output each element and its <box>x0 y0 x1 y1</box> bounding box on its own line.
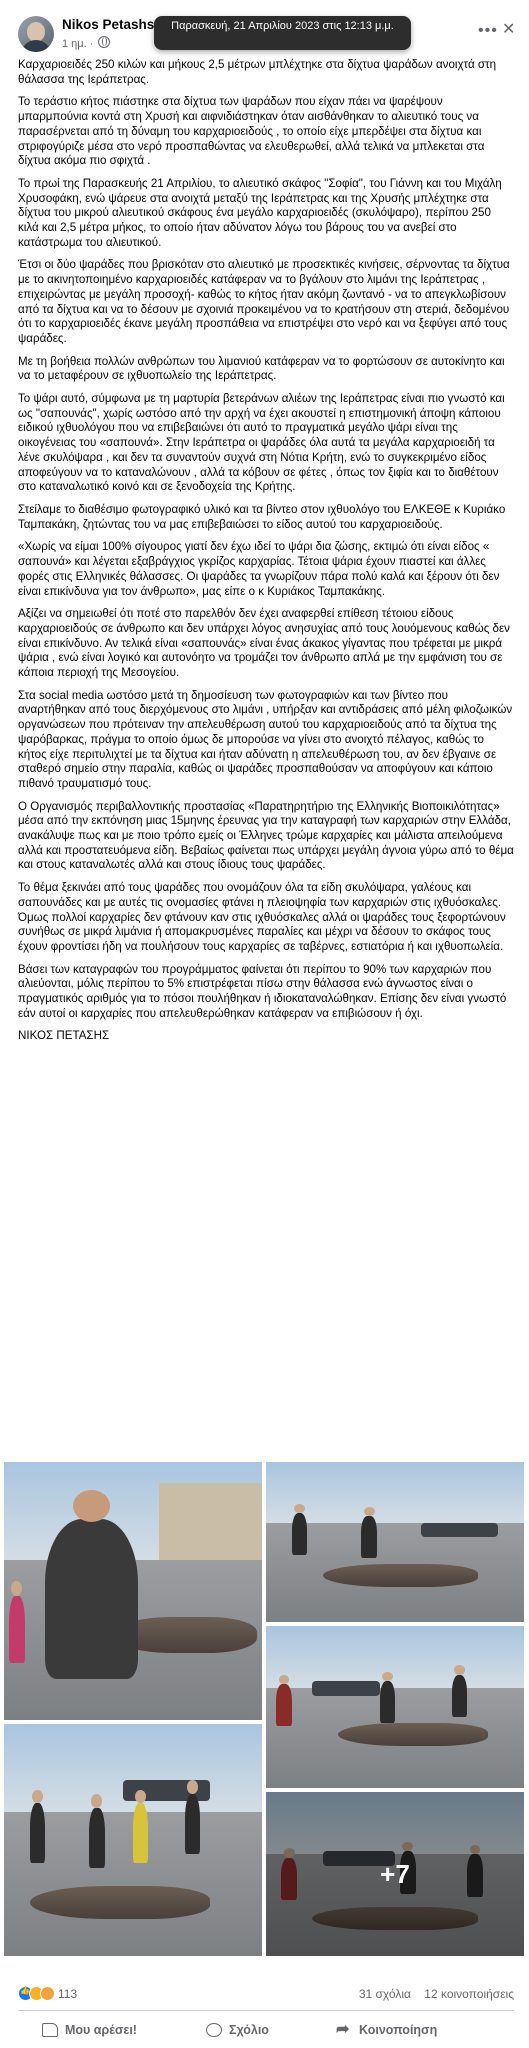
post-paragraph: Με τη βοήθεια πολλών ανθρώπων του λιμανιού κατάφεραν να το φορτώσουν σε αυτοκίνητο και να το μεταφέρουν σε ιχθυοπωλείο της Ιεράπετρας. <box>18 354 505 383</box>
post-paragraph: Το ψάρι αυτό, σύμφωνα με τη μαρτυρία βετεράνων αλιέων της Ιεράπετρας είναι πιο γνωστό και ως "σαπουνάς", χωρίς ωστόσο από την αρχή να έχει ακουστεί η επιστημονική άποψη κάποιου ειδικού ιχθυολόγου που να επιβεβαιώνει ότι αυτό το πραγματικά μεγάλο ψάρι είναι της οικογένειας του «σαπουνά». Στην Ιεράπετρα οι ψαράδες όλα αυτά τα μεγάλα καρχαριοειδή τα λένε σκυλόψαρα , και δεν τα συναντούν συχνά στη Νότια Κρήτη, ενώ το συγκεκριμένο είδος αποφεύγουν να το καταναλώνουν , αλλά τα κόβουν σε φέτες , όπως τον ξιφία και το διαθέτουν στο καταναλωτικό κοινό και σε ξενοδοχεία της Κρήτης. <box>18 392 505 494</box>
post-paragraph: Καρχαριοειδές 250 κιλών και μήκους 2,5 μέτρων μπλέχτηκε στα δίχτυα ψαράδων ανοιχτά στη θάλασσα της Ιεράπετρας. <box>18 58 497 86</box>
post-paragraph: «Χωρίς να είμαι 100% σίγουρος γιατί δεν έχω ιδεί το ψάρι δια ζώσης, εκτιμώ ότι είναι είδος « σαπουνά» και λέγεται εξαβράγχιος γκρίζος καρχαρίας. Τέτοια ψάρια έχουν πιαστεί και άλλες φορές στις Ελληνικές θάλασσες. Οι ψαράδες τα γνωρίζουν πάρα πολύ καλά και ξέρουν ότι δεν είναι επικίνδυνα για τον άνθρωπο», μας είπε ο κ Κυριάκος Ταμπακάκης. <box>18 540 500 598</box>
post-signature: ΝΙΚΟΣ ΠΕΤΑΣΗΣ <box>18 1029 110 1043</box>
more-photos-overlay[interactable]: +7 <box>266 1792 524 1956</box>
globe-icon <box>98 36 110 48</box>
thumbs-up-icon <box>42 2023 58 2037</box>
post-paragraph: Το τεράστιο κήτος πιάστηκε στα δίχτυα των ψαράδων που είχαν πάει να ψαρέψουν μπαρμπούνια κοντά στη Χρυσή και αιφνιδιάστηκαν όταν αισθάνθηκαν το αλιευτικό τους να παρασέρνεται από τη δύναμη του καρχαριοειδούς , το οποίο είχε μπερδέψει στα δίχτυα και στριφογύριζε μέσα στο νερό προσπαθώντας να ελευθερωθεί, αλλά τελικά να μπλεκεται στα δίχτυα ακόμα πιο σφιχτά . <box>18 95 485 168</box>
photo-gallery <box>4 1462 524 1956</box>
more-options-icon[interactable]: ••• <box>478 22 498 39</box>
post-paragraph: Το πρωί της Παρασκευής 21 Απριλίου, το αλιευτικό σκάφος "Σοφία", του Γιάννη και του Μιχάλη Χρυσοφάκη, ενώ ψάρευε στα ανοιχτά μεταξύ της Ιεράπετρας και της Χρυσής μπλέχτηκε στα δίχτυα του μικρού αλιευτικού σκάφους ένα μεγάλο καρχαριοειδές (σκυλόψαρο), περίπου 250 κιλά και 2,5 μέτρα μήκος, το οποίο ήταν αδύνατον λόγω του βάρους του να ανεβεί στο κατάστρωμα του αλιευτικού. <box>18 176 502 249</box>
action-bar <box>0 2014 529 2044</box>
post-paragraph: Στείλαμε το διαθέσιμο φωτογραφικό υλικό και τα βίντεο στον ιχθυολόγο του ΕΛΚΕΘΕ κ Κυριάκο Ταμπακάκη, ζητώντας του να μας επιβεβαιώσει το είδος αυτού του καρχαριοειδούς. <box>18 502 506 531</box>
post-paragraph: Έτσι οι δύο ψαράδες που βρισκόταν στο αλιευτικό με προσεκτικές κινήσεις, σέρνοντας τα δίχτυα με το ακινητοποιημένο καρχαριοειδές κατάφεραν να το βγάλουν στο λιμάνι της Ιεράπετρας , επιχειρώντας με μεγάλη προσοχή- καθώς το κήτος ήταν ακόμη ζωντανό - να το απεγκλωβίσουν από τα δίχτυα και να το δέσουν με σχοινιά προκειμένου να το κρατήσουν στη στεριά, δεδομένου ότι το καρχαριοειδές έκανε μεγάλη προσπάθεια να επιστρέψει στο νερό και να ξεφύγει από τους ψαράδες. <box>18 258 510 345</box>
divider <box>18 2010 514 2011</box>
avatar[interactable] <box>18 16 54 52</box>
post-paragraph: Το θέμα ξεκινάει από τους ψαράδες που ονομάζουν όλα τα είδη σκυλόψαρα, γαλέους και σαπουνάδες και με αυτές τις ονομασίες φτάνει η πλειοψηφία των καρχαριών στις ιχθυόσκαλες. Όμως πολλοί καρχαρίες δεν φτάνουν καν στις ιχθυόσκαλες αλλά οι ψαράδες τους ξεφορτώνουν συνήθως σε μικρά λιμάνια ή απομακρυσμένες παραλίες και μέχρι να δέσουν το σκάφος τους έχουν φροντίσει ήδη να πουλήσουν τους καρχαρίες σε ταβέρνες, εστιατόρια ή και ιχθυοπωλεία. <box>18 881 506 953</box>
share-label: Κοινοποίηση <box>359 2023 438 2037</box>
author-name[interactable]: Nikos Petashs <box>62 17 155 32</box>
post-text <box>18 58 514 1052</box>
engagement-counts <box>349 1987 514 2001</box>
like-button[interactable] <box>42 2020 137 2040</box>
reactions-bar <box>18 1985 514 2005</box>
shares-count[interactable]: 12 κοινοποιήσεις <box>424 1987 514 2001</box>
comment-button[interactable] <box>206 2020 269 2040</box>
gallery-photo[interactable] <box>266 1626 524 1788</box>
sad-reaction-icon[interactable] <box>40 1986 55 2001</box>
post-paragraph: Βάσει των καταγραφών του προγράμματος φαίνεται ότι περίπου το 90% των καρχαριών που αλιεύονται, μόλις περίπου το 5% επιστρέφεται πίσω στην θάλασσα ενώ άγνωστος είναι ο πραγματικός αριθμός για το πόσοι πουλήθηκαν ή ιδιοκαταναλώθηκαν. Επίσης δεν είναι γνωστό εάν αυτοί οι καρχαρίες που απελευθερώθηκαν κατάφεραν να επιβιώσουν ή όχι. <box>18 962 507 1020</box>
post-paragraph: Στα social media ωστόσο μετά τη δημοσίευση των φωτογραφιών και των βίντεο που αναρτήθηκαν από τους διερχόμενους στο λιμάνι , υπήρξαν και αντιδράσεις από μέλη φιλοζωικών οργανώσεων που πρότειναν την απελευθέρωση αυτού του καρχαριοειδούς από τα δίχτυα της ψαρόβαρκας, πράγμα το οποίο όμως δε μπορούσε να γίνει στο ανοιχτό πέλαγος, καθώς το κήτος είχε περιτυλιχτεί με τα δίχτυα και ήταν αδύνατη η απελευθέρωση του, αν δεν έβγαινε σε σταθερό σημείο στην παραλία, καθώς οι ψαράδες προσπαθούσαν να αποφύγουν και κάποιο πιθανό τραυματισμό τους. <box>18 688 513 790</box>
gallery-photo[interactable] <box>266 1462 524 1622</box>
timestamp-tooltip: Παρασκευή, 21 Απριλίου 2023 στις 12:13 μ.μ. <box>154 16 411 50</box>
share-button[interactable] <box>336 2020 437 2040</box>
share-icon <box>336 2023 352 2037</box>
close-icon[interactable]: ✕ <box>502 21 516 38</box>
post-paragraph: Ο Οργανισμός περιβαλλοντικής προστασίας «Παρατηρητήριο της Ελληνικής Βιοποικιλότητας» μέσα από την εκπόνηση μιας 15μηνης έρευνας για την καταγραφή των καρχαριών στην Ελλάδα, ανακάλυψε πως και με ποιο τρόπο εμείς οι Έλληνες τρώμε καρχαρίες και μάλιστα απειλούμενα αλλά και προστατευόμενα είδη. Βεβαίως φαίνεται πως υπάρχει μεγάλη άγνοια γύρω από το θέμα και στους καταναλωτές αλλά και στους ίδιους τους ψαράδες. <box>18 799 514 872</box>
gallery-photo[interactable] <box>4 1462 262 1720</box>
reaction-count[interactable]: 113 <box>58 1987 78 2001</box>
post-time[interactable]: 1 ημ. <box>62 38 87 50</box>
post-paragraph: Αξίζει να σημειωθεί ότι ποτέ στο παρελθόν δεν έχει αναφερθεί επίθεση τέτοιου είδους καρχαριοειδούς σε άνθρωπο και δεν υπάρχει λόγος ανησυχίας από τους λουόμενους καθώς δεν είναι επικίνδυνο. Αν τελικά είναι «σαπουνάς» είναι ένας άκακος γίγαντας που τρέφεται με μικρά ψάρια , ενώ είναι λογικό και αυτονόητο να τρομάζει τον άνθρωπο απλά με την εμφάνιση του σε κάποια περιοχή της Μεσογείου. <box>18 607 510 680</box>
gallery-photo[interactable] <box>266 1792 524 1956</box>
post-meta: 1 ημ. · <box>62 36 110 50</box>
comments-count[interactable]: 31 σχόλια <box>358 1987 411 2001</box>
comment-icon <box>206 2023 222 2037</box>
like-label: Μου αρέσει! <box>65 2023 137 2037</box>
comment-label: Σχόλιο <box>229 2023 269 2037</box>
post-header <box>0 0 529 58</box>
gallery-photo[interactable] <box>4 1724 262 1956</box>
